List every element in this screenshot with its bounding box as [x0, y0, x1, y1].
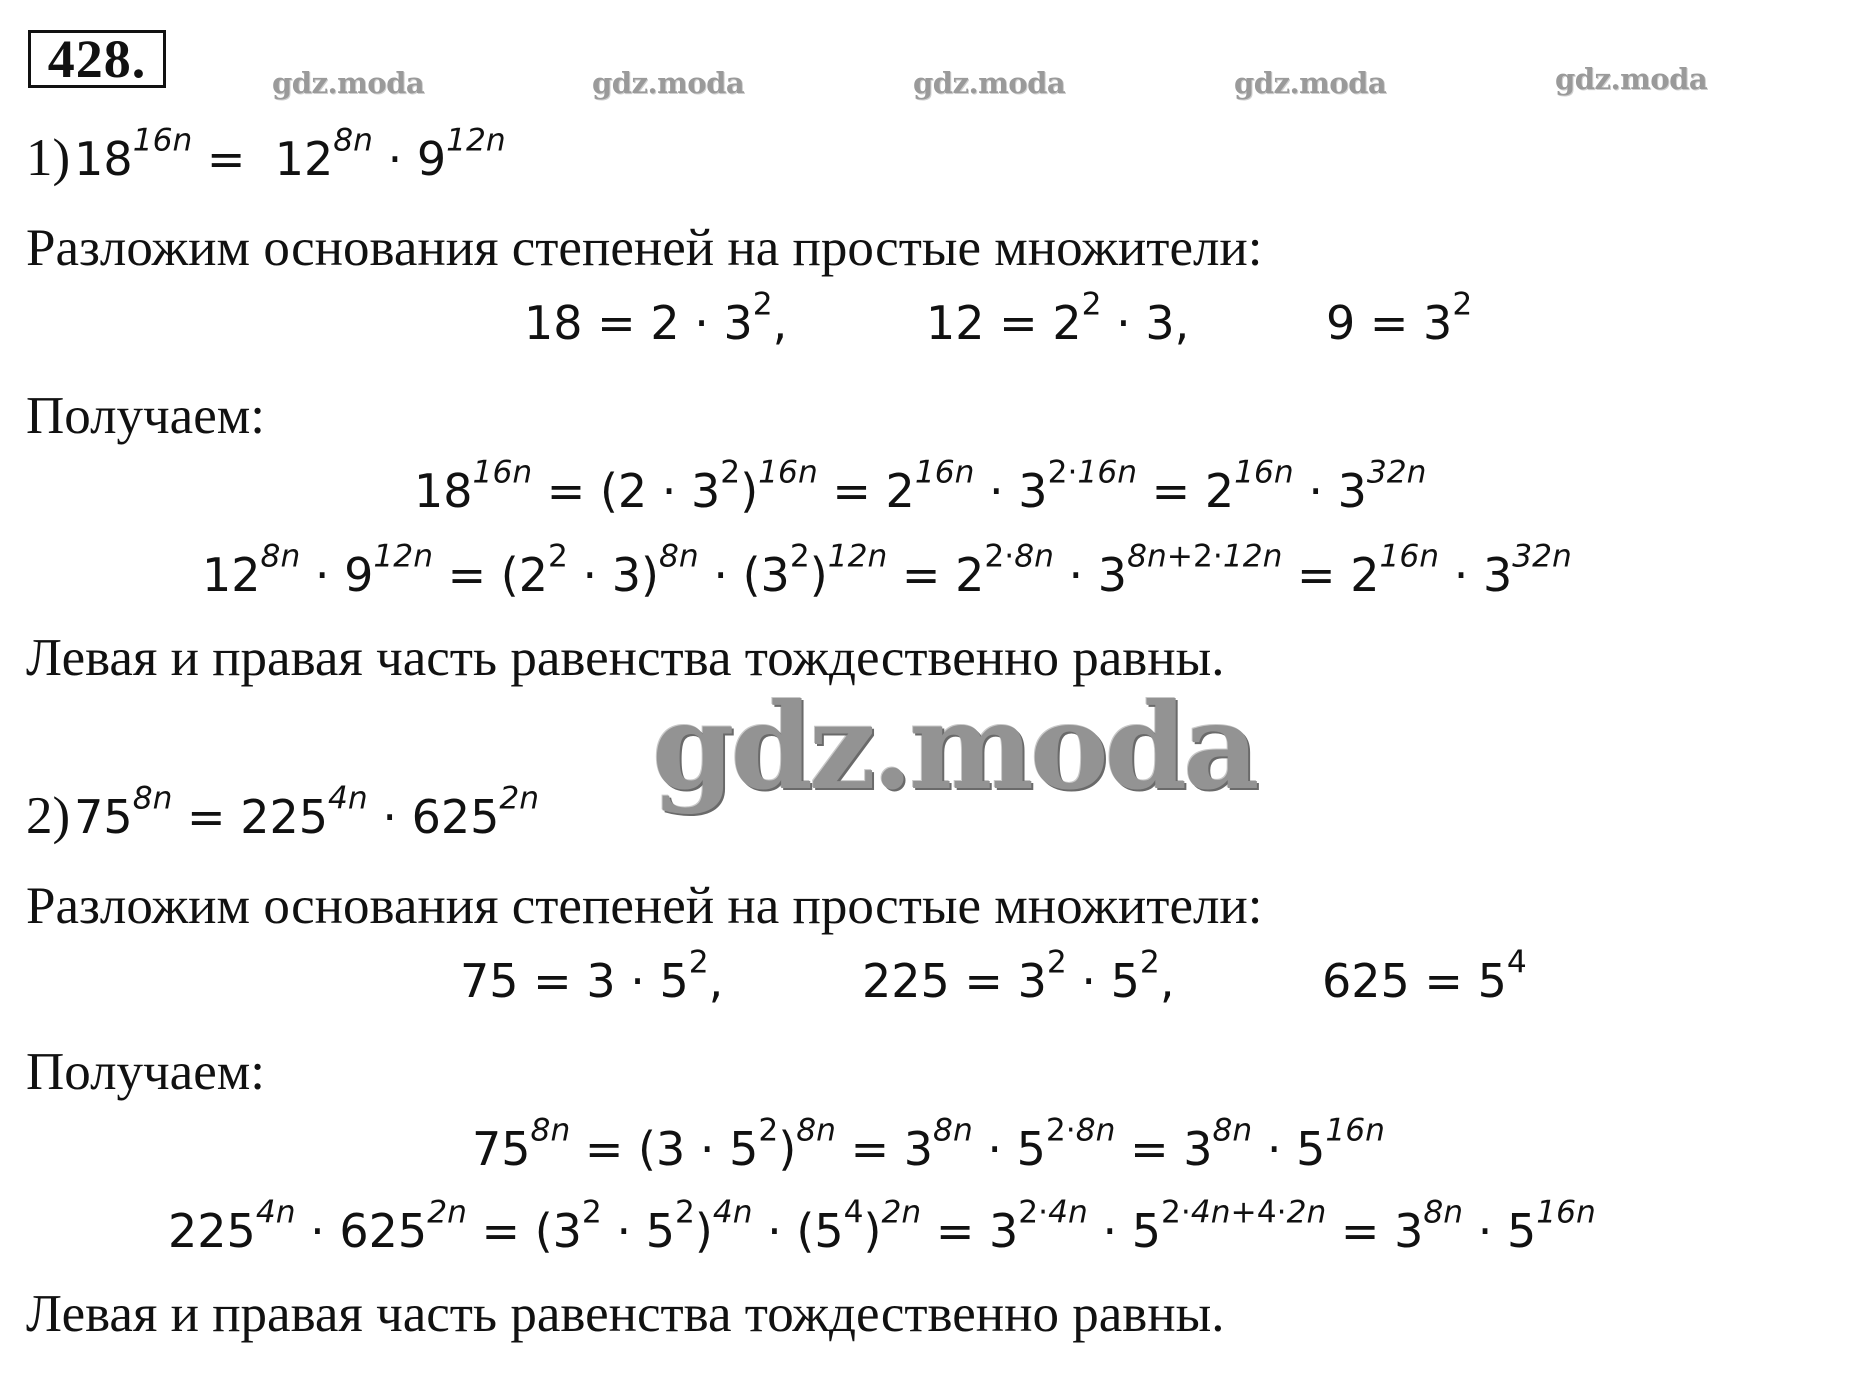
part2-factor-225: $225 = 3^2 \cdot 5^2$,	[862, 944, 1175, 1008]
part1-factor-12: $12 = 2^2 \cdot 3$,	[926, 286, 1190, 350]
watermark-small: gdz.moda	[913, 66, 1066, 100]
watermark-small: gdz.moda	[1555, 62, 1708, 96]
part2-get-text: Получаем:	[26, 1043, 265, 1101]
part1-conclusion: Левая и правая часть равенства тождественно равны.	[26, 629, 1225, 687]
watermark-small: gdz.moda	[1234, 66, 1387, 100]
watermark-small: gdz.moda	[592, 66, 745, 100]
part2-label: 2)	[26, 787, 71, 845]
part1-decompose-text: Разложим основания степеней на простые множители:	[26, 219, 1263, 277]
part2-left-side-derivation: $75^{8n} = (3 \cdot 5^2)^{8n} = 3^{8n} \cdot 5^{2\cdot 8n} = 3^{8n} \cdot 5^{16n}$	[472, 1112, 1385, 1176]
part2-factor-625: $625 = 5^4$	[1322, 944, 1527, 1008]
part2-conclusion: Левая и правая часть равенства тождественно равны.	[26, 1285, 1225, 1343]
part1-equation: $18^{16n} = 12^{8n} \cdot 9^{12n}$	[74, 122, 506, 186]
part2-right-side-derivation: $225^{4n} \cdot 625^{2n} = (3^2 \cdot 5^2)^{4n} \cdot (5^4)^{2n} = 3^{2\cdot 4n} \cdot 5^{2\cdot 4n+4\cdot 2n} = 3^{8n} \cdot 5^{16n}$	[168, 1194, 1596, 1258]
watermark-big: gdz.moda	[652, 677, 1256, 816]
problem-number: 428.	[28, 30, 166, 88]
part2-statement	[26, 780, 540, 845]
part1-statement	[26, 122, 506, 187]
part1-get-text: Получаем:	[26, 387, 265, 445]
part2-factor-75: $75 = 3 \cdot 5^2$,	[460, 944, 724, 1008]
part1-label: 1)	[26, 129, 71, 187]
part1-factor-9: $9 = 3^2$	[1326, 286, 1473, 350]
part2-decompose-text: Разложим основания степеней на простые множители:	[26, 877, 1263, 935]
part1-right-side-derivation: $12^{8n} \cdot 9^{12n} = (2^2 \cdot 3)^{8n} \cdot (3^2)^{12n} = 2^{2\cdot 8n} \cdot 3^{8n+2\cdot 12n} = 2^{16n} \cdot 3^{32n}$	[202, 538, 1572, 602]
part1-factor-18: $18 = 2 \cdot 3^2$,	[524, 286, 788, 350]
part1-left-side-derivation: $18^{16n} = (2 \cdot 3^2)^{16n} = 2^{16n} \cdot 3^{2\cdot 16n} = 2^{16n} \cdot 3^{32n}$	[414, 454, 1427, 518]
watermark-small: gdz.moda	[272, 66, 425, 100]
part2-equation: $75^{8n} = 225^{4n} \cdot 625^{2n}$	[74, 780, 540, 844]
